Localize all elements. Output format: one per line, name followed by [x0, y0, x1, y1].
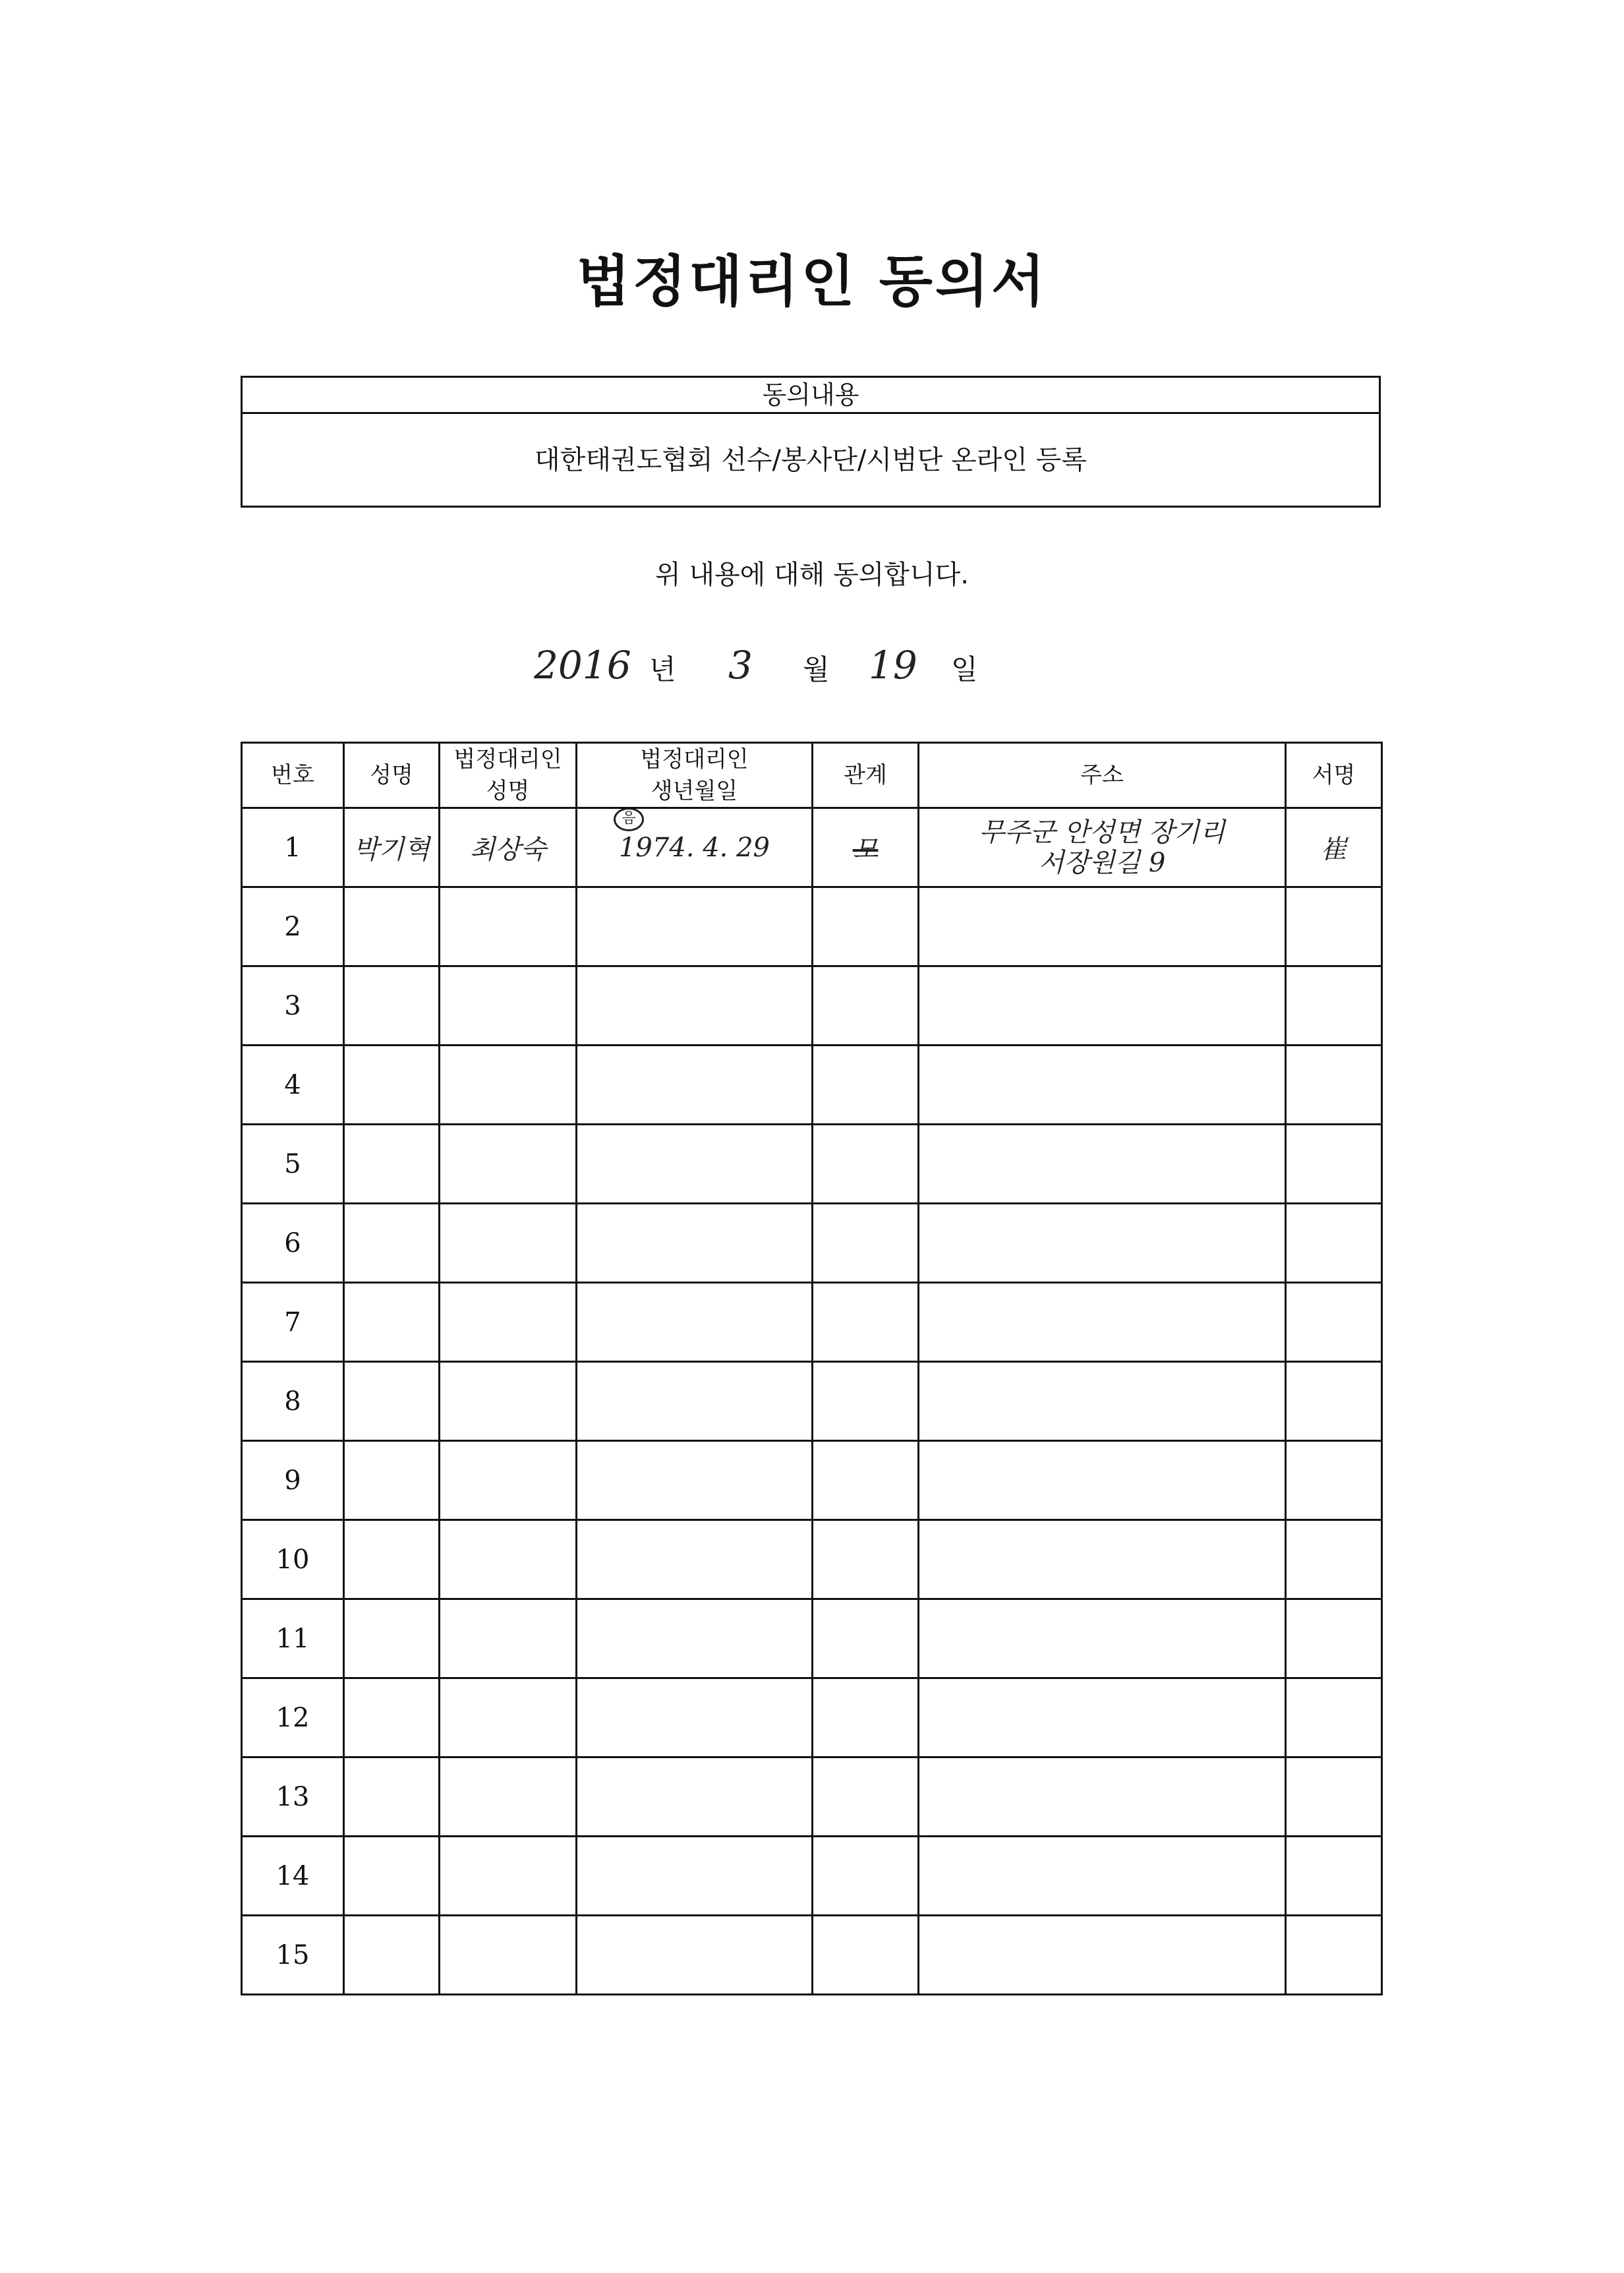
cell-address: [919, 1441, 1286, 1520]
consent-box: [241, 376, 1381, 508]
cell-relation: [813, 1125, 919, 1204]
cell-name: [344, 1520, 440, 1599]
cell-guardian-birth: [577, 1837, 813, 1916]
cell-relation: [813, 1599, 919, 1678]
date-month-value: 3: [728, 643, 753, 688]
cell-no: 15: [242, 1916, 344, 1995]
cell-guardian-name: [440, 1283, 577, 1362]
cell-signature: [1286, 1520, 1382, 1599]
cell-signature: [1286, 1046, 1382, 1125]
cell-address: 무주군 안성면 장기리 서장원길 9: [919, 808, 1286, 887]
cell-no: 12: [242, 1678, 344, 1757]
cell-address: [919, 1520, 1286, 1599]
cell-name: [344, 1125, 440, 1204]
cell-name: [344, 887, 440, 966]
cell-signature: [1286, 1362, 1382, 1441]
cell-name: 박기혁: [344, 808, 440, 887]
header-no: 번호: [242, 743, 344, 808]
cell-name: [344, 1599, 440, 1678]
cell-guardian-name: [440, 1362, 577, 1441]
cell-no: 10: [242, 1520, 344, 1599]
cell-name: [344, 1046, 440, 1125]
date-day-value: 19: [869, 643, 917, 688]
cell-name: [344, 1678, 440, 1757]
table-row: [242, 1520, 1382, 1599]
cell-signature: [1286, 1599, 1382, 1678]
cell-relation: 모: [813, 808, 919, 887]
cell-name: [344, 1837, 440, 1916]
cell-relation: [813, 1204, 919, 1283]
cell-signature: [1286, 966, 1382, 1046]
table-row: [242, 1362, 1382, 1441]
cell-guardian-name: [440, 1204, 577, 1283]
header-guardian-name: 법정대리인 성명: [440, 743, 577, 808]
table-row: [242, 887, 1382, 966]
cell-relation: [813, 966, 919, 1046]
cell-address: [919, 1916, 1286, 1995]
table-row: [242, 1916, 1382, 1995]
cell-address: [919, 1204, 1286, 1283]
header-address: 주소: [919, 743, 1286, 808]
cell-relation: [813, 1283, 919, 1362]
cell-relation: [813, 1046, 919, 1125]
cell-guardian-birth: [577, 1916, 813, 1995]
header-guardian-birth: 법정대리인 생년월일: [577, 743, 813, 808]
cell-address: [919, 1125, 1286, 1204]
cell-guardian-birth: [577, 1283, 813, 1362]
cell-guardian-birth: [577, 1599, 813, 1678]
cell-guardian-name: [440, 887, 577, 966]
cell-no: 3: [242, 966, 344, 1046]
cell-name: [344, 1916, 440, 1995]
cell-name: [344, 1441, 440, 1520]
table-row: [242, 1599, 1382, 1678]
table-row: [242, 1204, 1382, 1283]
cell-no: 11: [242, 1599, 344, 1678]
date-year-value: 2016: [534, 643, 631, 688]
header-name: 성명: [344, 743, 440, 808]
cell-name: [344, 1362, 440, 1441]
header-signature: 서명: [1286, 743, 1382, 808]
table-row: [242, 1678, 1382, 1757]
table-row: [242, 1283, 1382, 1362]
cell-signature: [1286, 1125, 1382, 1204]
cell-address: [919, 1837, 1286, 1916]
cell-guardian-name: [440, 1916, 577, 1995]
cell-address: [919, 1599, 1286, 1678]
cell-signature: [1286, 1283, 1382, 1362]
table-row: [242, 1046, 1382, 1125]
cell-relation: [813, 1916, 919, 1995]
cell-relation: [813, 1441, 919, 1520]
cell-no: 6: [242, 1204, 344, 1283]
cell-guardian-name: [440, 1678, 577, 1757]
cell-address: [919, 966, 1286, 1046]
cell-no: 13: [242, 1757, 344, 1837]
cell-guardian-birth: [577, 1757, 813, 1837]
table-row: [242, 808, 1382, 887]
table-row: [242, 966, 1382, 1046]
cell-signature: [1286, 1916, 1382, 1995]
table-row: [242, 1757, 1382, 1837]
cell-no: 2: [242, 887, 344, 966]
cell-guardian-birth: [577, 1520, 813, 1599]
header-relation: 관계: [813, 743, 919, 808]
cell-guardian-birth: [577, 887, 813, 966]
cell-no: 4: [242, 1046, 344, 1125]
cell-address: [919, 1283, 1286, 1362]
cell-guardian-name: [440, 1837, 577, 1916]
cell-signature: 崔: [1286, 808, 1382, 887]
cell-guardian-birth: [577, 1678, 813, 1757]
cell-signature: [1286, 1441, 1382, 1520]
cell-signature: [1286, 887, 1382, 966]
consent-body: 대한태권도협회 선수/봉사단/시범단 온라인 등록: [535, 445, 1087, 475]
cell-relation: [813, 1757, 919, 1837]
cell-guardian-birth: [577, 808, 813, 887]
cell-guardian-name: 최상숙: [440, 808, 577, 887]
cell-address: [919, 1362, 1286, 1441]
cell-no: 5: [242, 1125, 344, 1204]
cell-relation: [813, 1362, 919, 1441]
cell-guardian-birth: [577, 1125, 813, 1204]
cell-signature: [1286, 1837, 1382, 1916]
document-title: 법정대리인 동의서: [576, 249, 1048, 314]
cell-address: [919, 1678, 1286, 1757]
table-header-row: [242, 743, 1382, 808]
cell-signature: [1286, 1678, 1382, 1757]
cell-name: [344, 966, 440, 1046]
cell-signature: [1286, 1204, 1382, 1283]
cell-guardian-birth: [577, 1441, 813, 1520]
cell-no: 7: [242, 1283, 344, 1362]
table-row: [242, 1125, 1382, 1204]
cell-guardian-birth: [577, 966, 813, 1046]
lunar-calendar-mark: 음: [614, 808, 644, 832]
cell-address: [919, 887, 1286, 966]
cell-relation: [813, 1520, 919, 1599]
date-year-label: 년: [649, 653, 676, 686]
cell-relation: [813, 1678, 919, 1757]
cell-address: [919, 1046, 1286, 1125]
cell-relation: [813, 887, 919, 966]
cell-guardian-birth: [577, 1204, 813, 1283]
cell-name: [344, 1283, 440, 1362]
cell-address: [919, 1757, 1286, 1837]
cell-no: 8: [242, 1362, 344, 1441]
guardian-birth-text: 1974. 4. 29: [618, 832, 770, 863]
cell-guardian-name: [440, 1441, 577, 1520]
cell-guardian-name: [440, 1757, 577, 1837]
cell-no: 9: [242, 1441, 344, 1520]
cell-guardian-name: [440, 1599, 577, 1678]
cell-name: [344, 1204, 440, 1283]
consent-header: 동의내용: [243, 378, 1379, 414]
cell-no: 14: [242, 1837, 344, 1916]
cell-name: [344, 1757, 440, 1837]
cell-no: 1: [242, 808, 344, 887]
cell-guardian-birth: [577, 1362, 813, 1441]
cell-guardian-name: [440, 1125, 577, 1204]
cell-guardian-name: [440, 1046, 577, 1125]
cell-relation: [813, 1837, 919, 1916]
table-row: [242, 1837, 1382, 1916]
cell-guardian-name: [440, 1520, 577, 1599]
agreement-sentence: 위 내용에 대해 동의합니다.: [655, 560, 969, 590]
cell-guardian-birth: [577, 1046, 813, 1125]
cell-signature: [1286, 1757, 1382, 1837]
table-row: [242, 1441, 1382, 1520]
registration-table: [241, 742, 1383, 1995]
date-month-label: 월: [803, 653, 830, 686]
cell-guardian-name: [440, 966, 577, 1046]
date-day-label: 일: [951, 653, 978, 686]
